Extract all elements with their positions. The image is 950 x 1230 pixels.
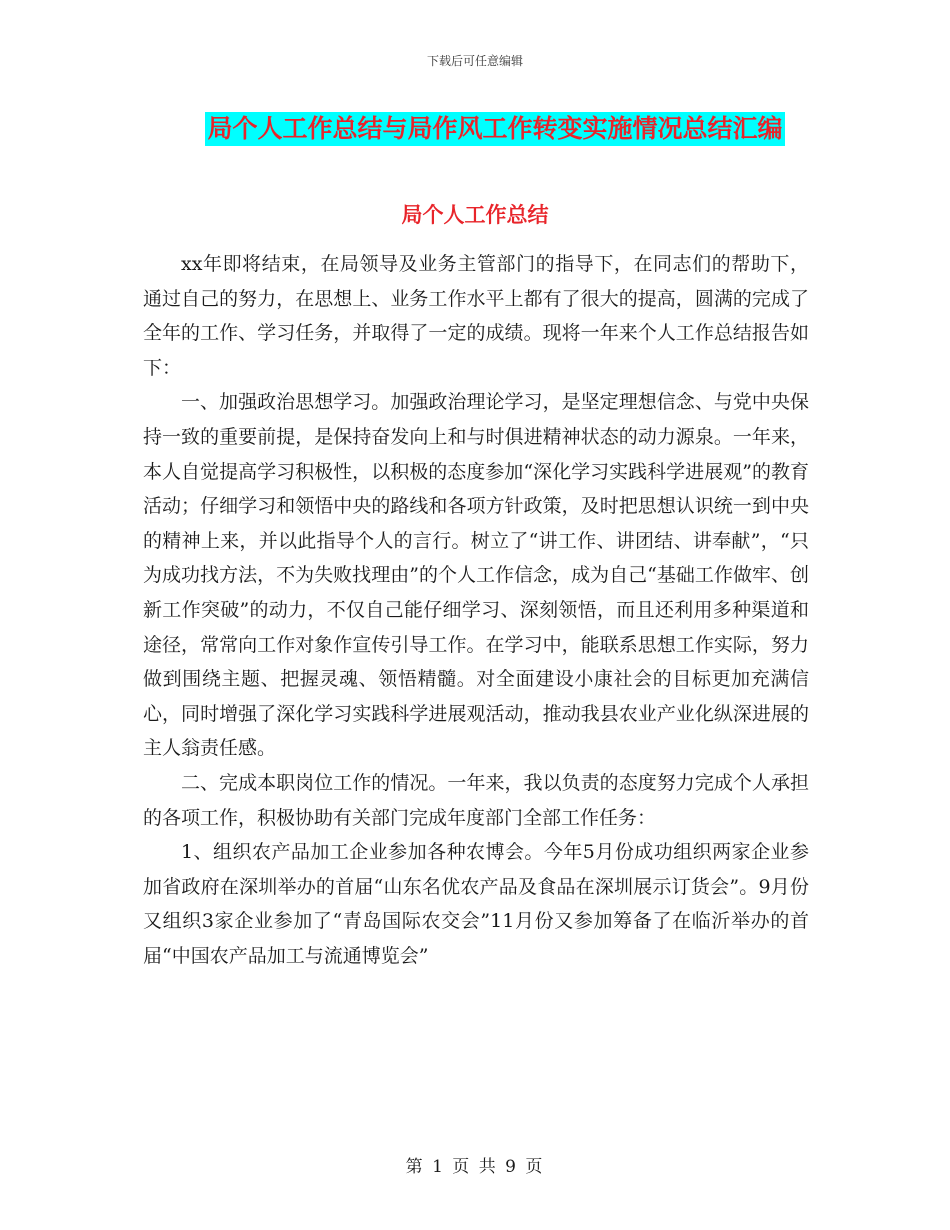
section-title: 局个人工作总结 (401, 202, 549, 227)
paragraph: 二、完成本职岗位工作的情况。一年来，我以负责的态度努力完成个人承担的各项工作，积极协助有关部门完成年度部门全部工作任务： (143, 771, 809, 829)
page-number: 第 1 页 共 9 页 (405, 1157, 545, 1177)
paragraph: 1、组织农产品加工企业参加各种农博会。今年5月份成功组织两家企业参加省政府在深圳举办的首届“山东名优农产品及食品在深圳展示订货会”。9月份又组织3家企业参加了“青岛国际农交会”11月份又参加筹备了在临沂举办的首届“中国农产品加工与流通博览会” (143, 841, 809, 967)
document-title: 局个人工作总结与局作风工作转变实施情况总结汇编 (205, 112, 784, 146)
paragraph: 一、加强政治思想学习。加强政治理论学习，是坚定理想信念、与党中央保持一致的重要前提，是保持奋发向上和与时俱进精神状态的动力源泉。一年来，本人自觉提高学习积极性，以积极的态度参加“深化学习实践科学进展观”的教育活动；仔细学习和领悟中央的路线和各项方针政策，及时把思想认识统一到中央的精神上来，并以此指导个人的言行。树立了“讲工作、讲团结、讲奉献”，“只为成功找方法，不为失败找理由”的个人工作信念，成为自己“基础工作做牢、创新工作突破”的动力，不仅自己能仔细学习、深刻领悟，而且还利用多种渠道和途径，常常向工作对象作宣传引导工作。在学习中，能联系思想工作实际，努力做到围绕主题、把握灵魂、领悟精髓。对全面建设小康社会的目标更加充满信心，同时增强了深化学习实践科学进展观活动，推动我县农业产业化纵深进展的主人翁责任感。 (143, 391, 809, 760)
page-header-note: 下载后可任意编辑 (426, 54, 523, 68)
document-title-wrap (0, 112, 950, 146)
paragraph: xx年即将结束，在局领导及业务主管部门的指导下，在同志们的帮助下，通过自己的努力，在思想上、业务工作水平上都有了很大的提高，圆满的完成了全年的工作、学习任务，并取得了一定的成绩。现将一年来个人工作总结报告如下： (143, 253, 809, 379)
document-body (143, 247, 809, 973)
